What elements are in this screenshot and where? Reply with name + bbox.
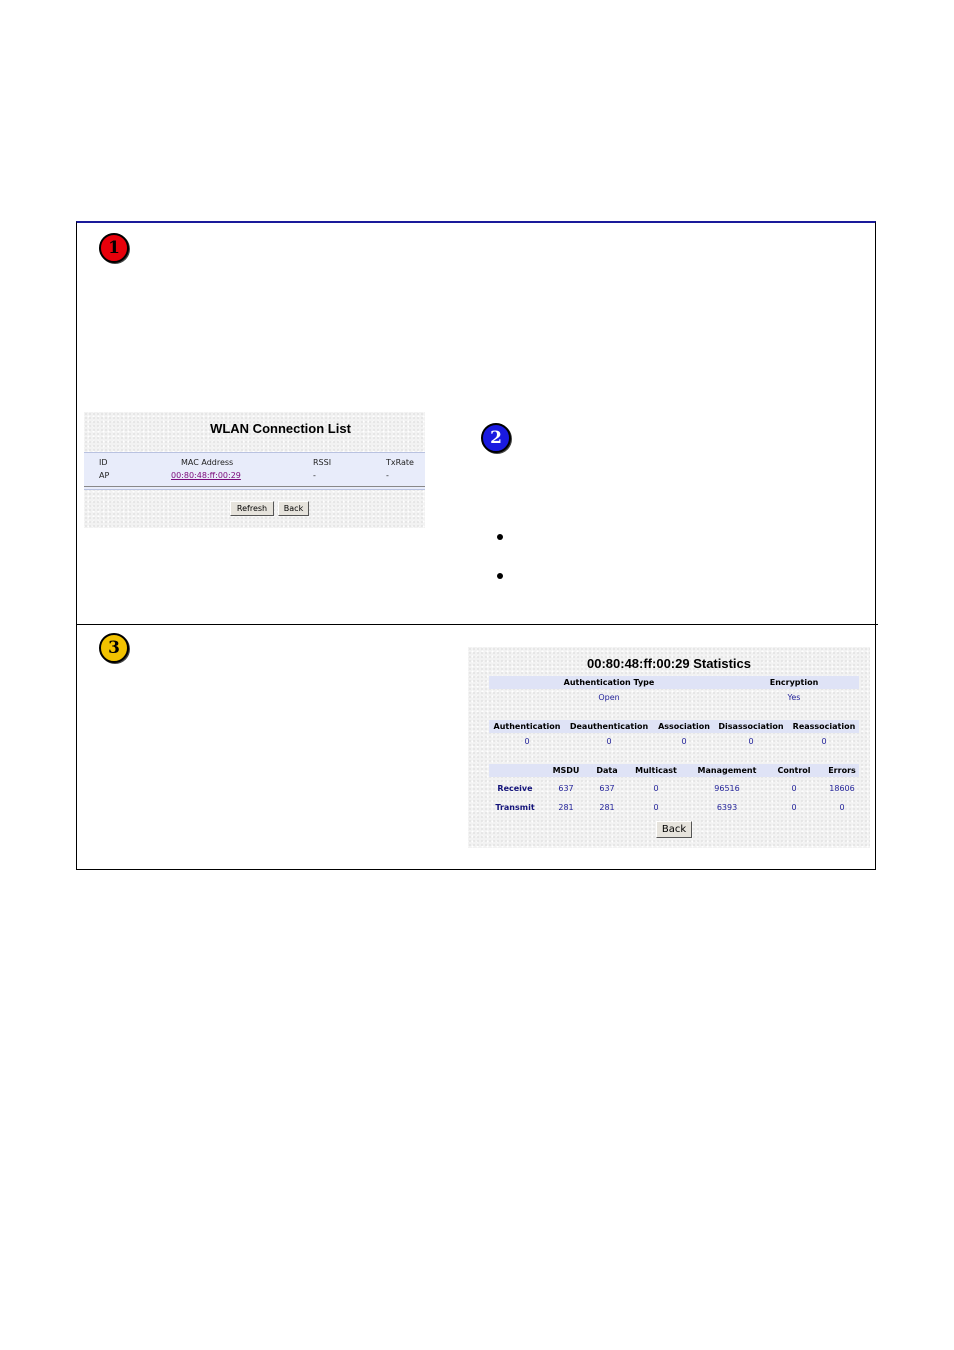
- section-divider: [76, 624, 878, 625]
- association-header: Association: [658, 722, 710, 731]
- auth-type-value: Open: [598, 693, 620, 702]
- bullet-point: [497, 573, 503, 579]
- col-header-mac: MAC Address: [181, 458, 234, 467]
- receive-msdu: 637: [558, 784, 574, 793]
- encryption-value: Yes: [787, 693, 801, 702]
- control-header: Control: [777, 766, 811, 775]
- row-id: AP: [99, 471, 110, 480]
- row-txrate: -: [386, 471, 389, 480]
- col-header-id: ID: [99, 458, 108, 467]
- receive-label: Receive: [497, 784, 533, 793]
- transmit-management: 6393: [716, 803, 738, 812]
- association-value: 0: [681, 737, 687, 746]
- msdu-header: MSDU: [552, 766, 580, 775]
- connection-table: [84, 452, 425, 490]
- transmit-multicast: 0: [653, 803, 659, 812]
- data-header: Data: [596, 766, 618, 775]
- disassociation-value: 0: [748, 737, 754, 746]
- back-button[interactable]: Back: [656, 821, 692, 838]
- wlan-connection-list-panel: [84, 412, 425, 528]
- refresh-button[interactable]: Refresh: [230, 501, 274, 516]
- deauthentication-value: 0: [606, 737, 612, 746]
- authentication-value: 0: [524, 737, 530, 746]
- transmit-errors: 0: [839, 803, 845, 812]
- receive-control: 0: [791, 784, 797, 793]
- mac-address-link[interactable]: 00:80:48:ff:00:29: [171, 471, 241, 480]
- step-3-badge: 3: [99, 633, 129, 663]
- errors-header: Errors: [828, 766, 856, 775]
- encryption-header: Encryption: [769, 678, 819, 687]
- table-rule: [84, 486, 425, 487]
- step-2-badge: 2: [481, 423, 511, 453]
- management-header: Management: [697, 766, 757, 775]
- back-button[interactable]: Back: [278, 501, 309, 516]
- col-header-rssi: RSSI: [313, 458, 332, 467]
- receive-errors: 18606: [829, 784, 855, 793]
- disassociation-header: Disassociation: [718, 722, 784, 731]
- multicast-header: Multicast: [635, 766, 677, 775]
- statistics-title: 00:80:48:ff:00:29 Statistics: [586, 656, 752, 671]
- reassociation-value: 0: [821, 737, 827, 746]
- transmit-label: Transmit: [495, 803, 535, 812]
- transmit-msdu: 281: [558, 803, 574, 812]
- step-1-badge: 1: [99, 233, 129, 263]
- statistics-panel: [468, 647, 870, 848]
- deauthentication-header: Deauthentication: [569, 722, 649, 731]
- auth-type-header: Authentication Type: [563, 678, 655, 687]
- col-header-txrate: TxRate: [386, 458, 414, 467]
- receive-data: 637: [599, 784, 615, 793]
- bullet-point: [497, 534, 503, 540]
- receive-multicast: 0: [653, 784, 659, 793]
- transmit-data: 281: [599, 803, 615, 812]
- authentication-header: Authentication: [493, 722, 561, 731]
- receive-management: 96516: [714, 784, 740, 793]
- connection-list-title: WLAN Connection List: [210, 421, 351, 436]
- reassociation-header: Reassociation: [792, 722, 856, 731]
- row-rssi: -: [313, 471, 316, 480]
- transmit-control: 0: [791, 803, 797, 812]
